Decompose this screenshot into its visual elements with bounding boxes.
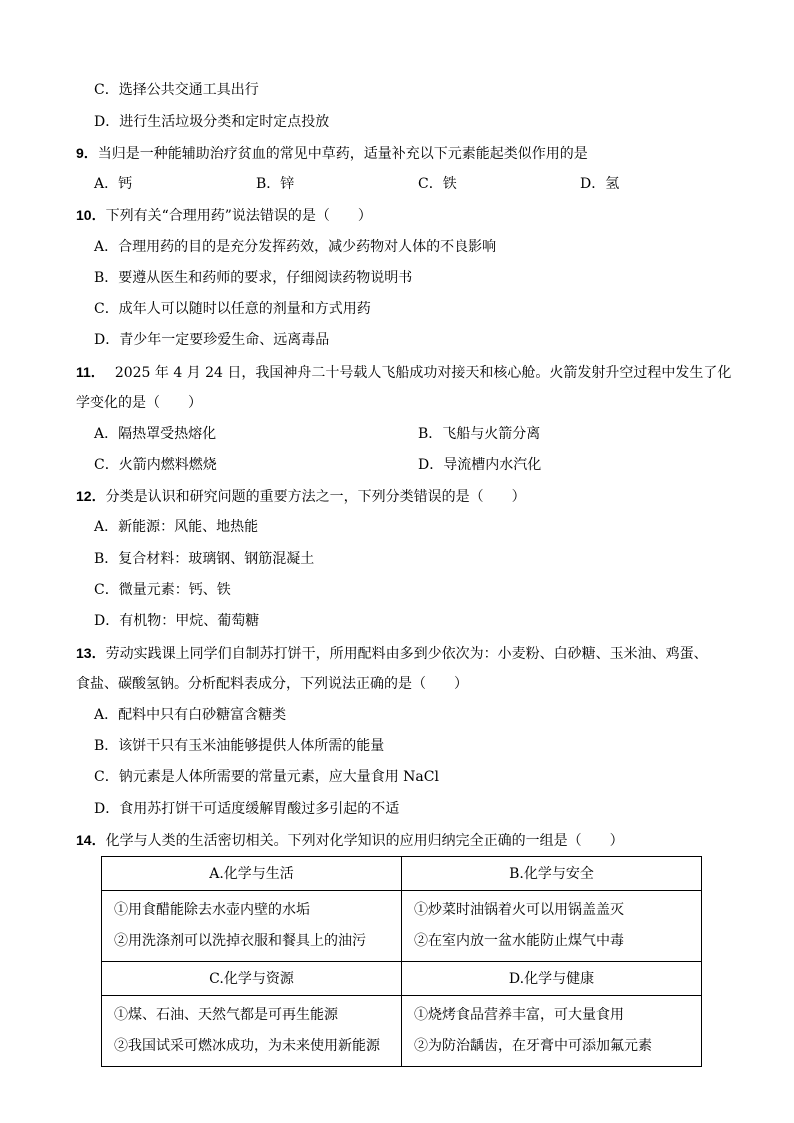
table-c-item-2: ②我国试采可燃冰成功，为未来使用新能源	[114, 1038, 380, 1054]
table-b-item-2: ②在室内放一盆水能防止煤气中毒	[414, 933, 624, 949]
q13-option-b: B．该饼干只有玉米油能够提供人体所需的能量	[94, 738, 385, 754]
q13-option-a: A．配料中只有白砂糖富含糖类	[94, 707, 287, 723]
q11-stem-line2: 学变化的是（ ）	[76, 395, 202, 411]
q9-option-d: D．氢	[580, 176, 620, 192]
q9-question	[76, 143, 588, 164]
q14-stem: 化学与人类的生活密切相关。下列对化学知识的应用归纳完全正确的一组是（ ）	[105, 833, 624, 849]
q14-question	[76, 830, 624, 851]
q10-number: 10．	[76, 207, 106, 223]
q11-stem-line1: 2025 年 4 月 24 日，我国神舟二十号载人飞船成功对接天和核心舱。火箭发射升空过程中发生了化	[114, 365, 732, 381]
q12-number: 12．	[76, 488, 106, 504]
q12-question	[76, 486, 526, 507]
table-a-item-2: ②用洗涤剂可以洗掉衣服和餐具上的油污	[114, 933, 366, 949]
q13-option-d: D．食用苏打饼干可适度缓解胃酸过多引起的不适	[94, 801, 400, 817]
q10-option-d: D．青少年一定要珍爱生命、远离毒品	[94, 332, 330, 348]
table-cell-c	[102, 996, 402, 1067]
q12-option-c: C．微量元素：钙、铁	[94, 582, 231, 598]
q11-question	[76, 362, 731, 383]
q10-option-b: B．要遵从医生和药师的要求，仔细阅读药物说明书	[94, 270, 413, 286]
q13-stem-line1: 劳动实践课上同学们自制苏打饼干，所用配料由多到少依次为：小麦粉、白砂糖、玉米油、鸡蛋、	[105, 646, 708, 662]
q10-option-a: A．合理用药的目的是充分发挥药效，减少药物对人体的不良影响	[94, 239, 497, 255]
q13-option-c: C．钠元素是人体所需要的常量元素，应大量食用 NaCl	[94, 769, 439, 785]
q8-option-d: D．进行生活垃圾分类和定时定点投放	[94, 114, 330, 130]
q11-option-d: D．导流槽内水汽化	[418, 457, 542, 473]
q14-options-table	[101, 856, 702, 1067]
q9-stem: 当归是一种能辅助治疗贫血的常见中草药，适量补充以下元素能起类似作用的是	[97, 146, 588, 162]
q12-option-b: B．复合材料：玻璃钢、钢筋混凝土	[94, 551, 315, 567]
q9-number: 9．	[76, 145, 98, 161]
q10-question	[76, 205, 372, 226]
q9-option-c: C．铁	[418, 176, 457, 192]
q14-number: 14．	[76, 832, 106, 848]
q12-option-a: A．新能源：风能、地热能	[94, 519, 259, 535]
q13-stem-line2: 食盐、碳酸氢钠。分析配料表成分，下列说法正确的是（ ）	[76, 676, 468, 692]
table-head-a: A.化学与生活	[102, 857, 402, 891]
table-c-item-1: ①煤、石油、天然气都是可再生能源	[114, 1007, 338, 1023]
q13-number: 13．	[76, 645, 106, 661]
q9-option-b: B．锌	[256, 176, 295, 192]
q11-option-a: A．隔热罩受热熔化	[94, 426, 217, 442]
q13-question	[76, 643, 708, 664]
table-b-item-1: ①炒菜时油锅着火可以用锅盖盖灭	[414, 902, 624, 918]
table-cell-d	[402, 996, 702, 1067]
table-d-item-2: ②为防治龋齿，在牙膏中可添加氟元素	[414, 1038, 652, 1054]
q12-option-d: D．有机物：甲烷、葡萄糖	[94, 613, 260, 629]
q11-number: 11．	[76, 364, 105, 380]
q9-option-a: A．钙	[94, 176, 133, 192]
q8-option-c: C．选择公共交通工具出行	[94, 82, 259, 98]
table-cell-a	[102, 891, 402, 962]
table-cell-b	[402, 891, 702, 962]
table-head-d: D.化学与健康	[402, 962, 702, 996]
q12-stem: 分类是认识和研究问题的重要方法之一，下列分类错误的是（ ）	[105, 489, 526, 505]
table-a-item-1: ①用食醋能除去水壶内壁的水垢	[114, 902, 310, 918]
table-head-c: C.化学与资源	[102, 962, 402, 996]
q11-option-b: B．飞船与火箭分离	[418, 426, 541, 442]
q11-option-c: C．火箭内燃料燃烧	[94, 457, 217, 473]
q10-option-c: C．成年人可以随时以任意的剂量和方式用药	[94, 301, 371, 317]
table-d-item-1: ①烧烤食品营养丰富，可大量食用	[414, 1007, 624, 1023]
q10-stem: 下列有关“合理用药”说法错误的是（ ）	[105, 208, 372, 224]
table-head-b: B.化学与安全	[402, 857, 702, 891]
